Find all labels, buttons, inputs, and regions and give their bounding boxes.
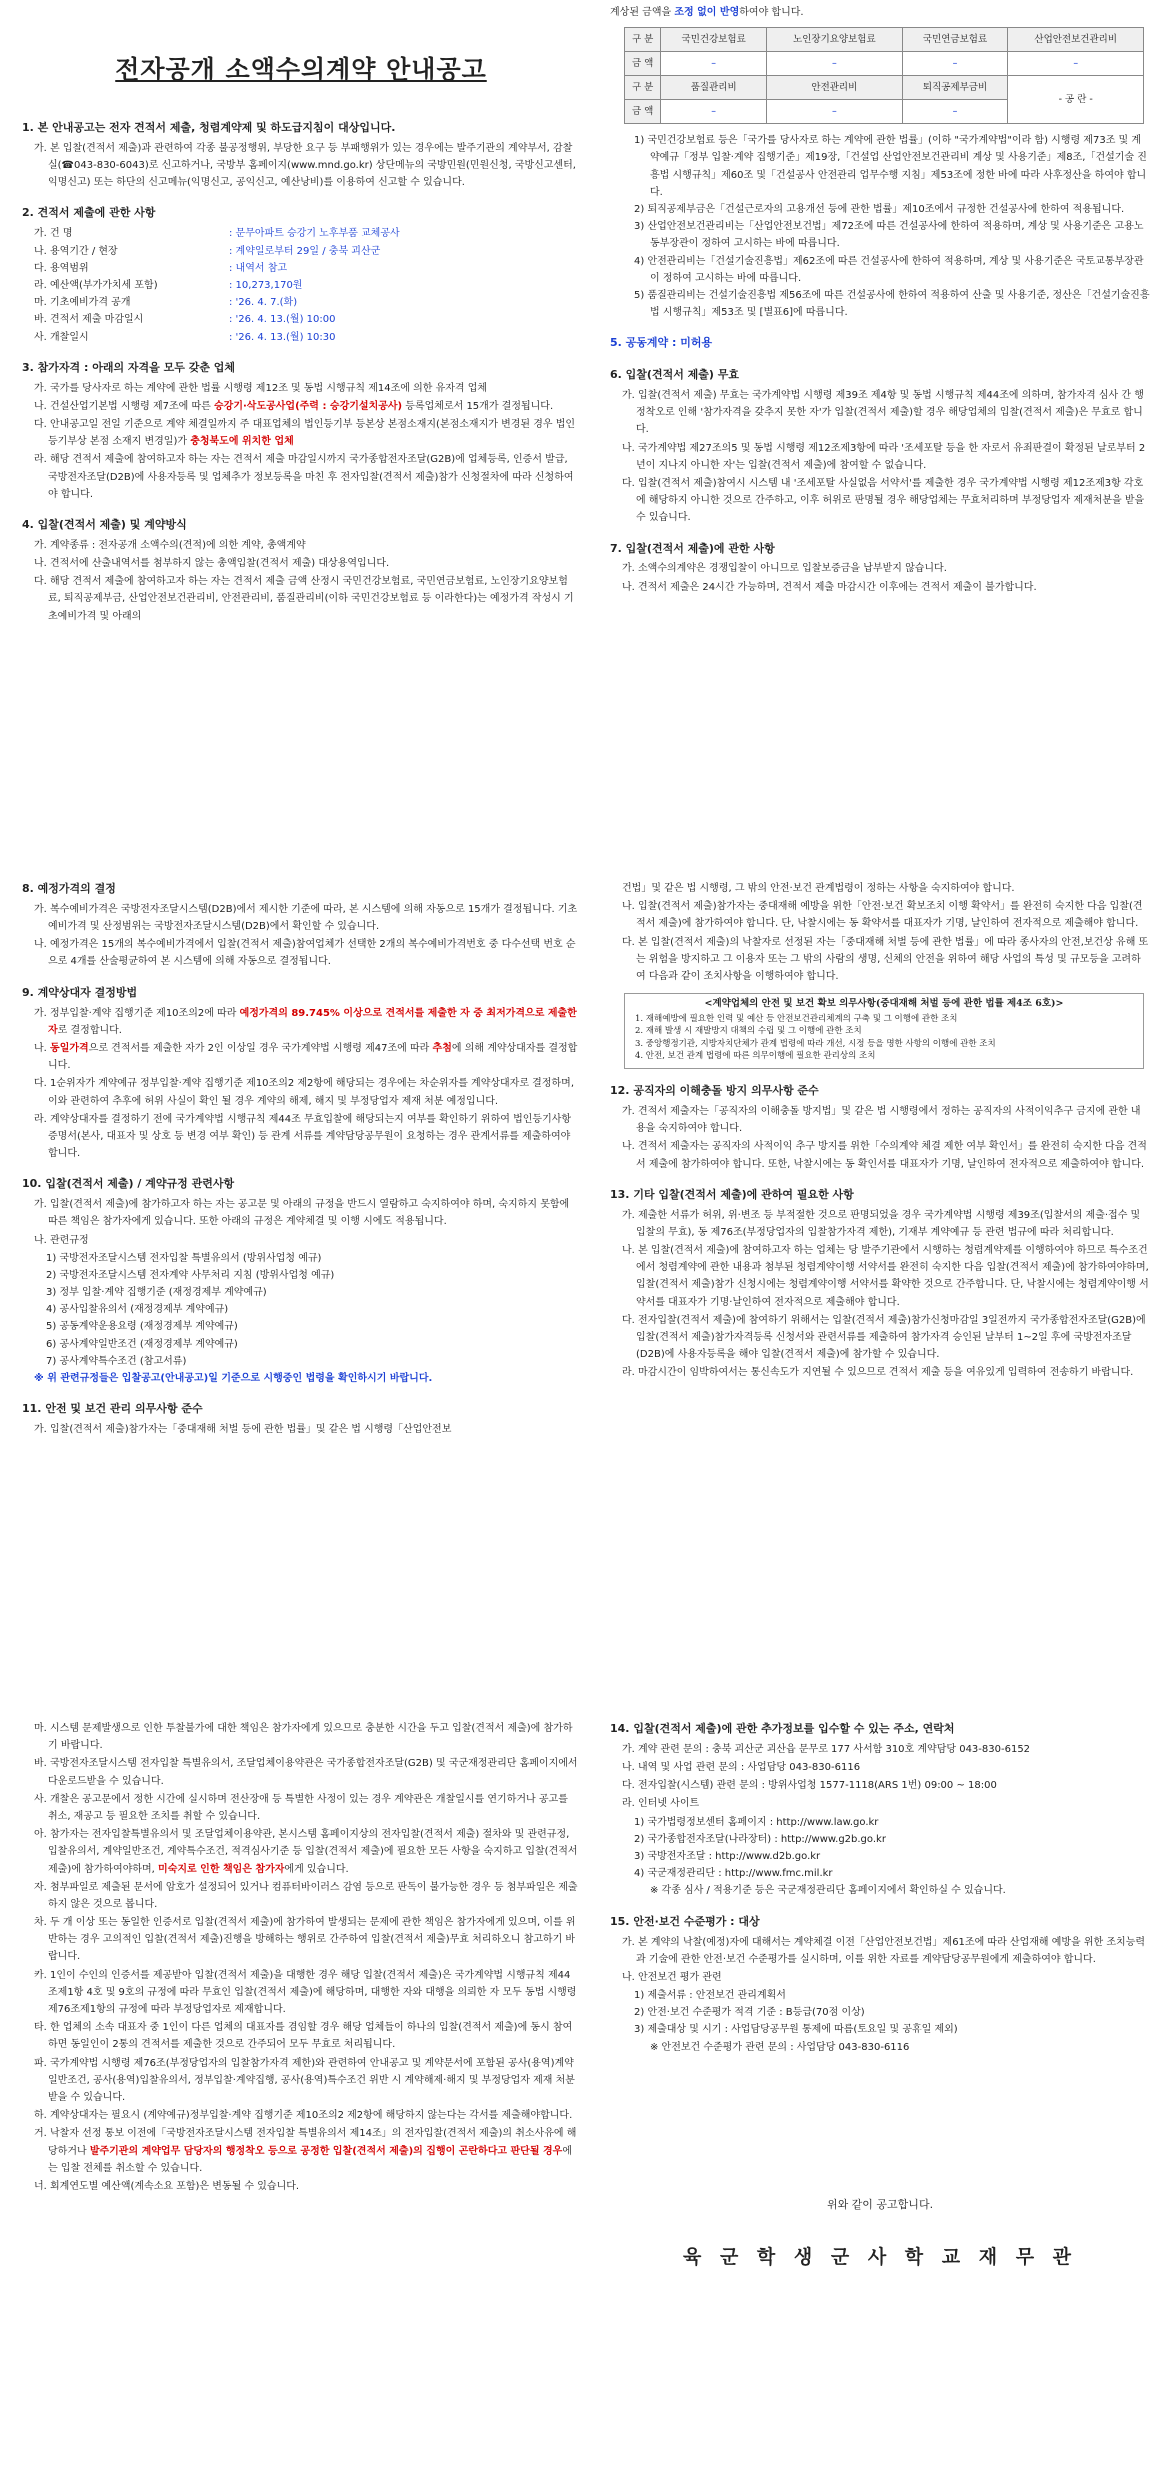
table-header: 국민건강보험료 [661,28,767,52]
text-span: 으로 견적서를 제출한 자가 2인 이상일 경우 국가계약법 시행령 제47조에 따라 [88,1042,433,1054]
section-9-item-na [22,1040,580,1074]
section-13-item-sa: 사. 개찰은 공고문에서 정한 시간에 실시하며 전산장애 등 특별한 사정이 있는 경우 계약관은 개찰일시를 연기하거나 공고를 취소, 재공고 등 필요한 조치를 취할 수 있습니다. [34,1793,568,1822]
section-10-heading: 10. 입찰(견적서 제출) / 계약규정 관련사항 [22,1177,235,1191]
detail-key: 라. 예산액(부가가치세 포함) [34,279,158,291]
fees-table [624,27,1144,124]
highlight-text: 미숙지로 인한 책임은 참가자 [158,1863,285,1875]
detail-row [22,225,580,242]
section-11-item-na: 나. 입찰(견적서 제출)참가자는 중대재해 예방을 위한「안전·보건 확보조치 이행 확약서」를 완전히 숙지한 다음 입찰(견적서 제출)에 참가하여야 합니다. 단, 낙찰시에는 동 확약서를 대표자가 기명, 날인하여 전자적으로 제출해야 합니다. [622,901,1143,930]
detail-row [22,243,580,260]
section-8-item-na: 나. 예정가격은 15개의 복수예비가격에서 입찰(견적서 제출)참여업체가 선택한 2개의 복수예비가격번호 중 다수선택 번호 순으로 4개를 산술평균하여 본 시스템에 의해 자동으로 결정됩니다. [34,939,576,968]
table-header: 금 액 [625,100,661,124]
safety-eval-item: 2) 안전·보건 수준평가 적격 기준 : B등급(70점 이상) [634,2007,865,2019]
fees-note: 4) 안전관리비는「건설기술진흥법」제62조에 따른 건설공사에 한하여 적용하며, 계상 및 사용기준은 국토교통부장관이 정하여 고시하는 바에 따릅니다. [634,255,1144,284]
text-span: 나. 건설산업기본법 시행령 제7조에 따른 [34,400,214,412]
page-3 [0,1700,1168,2478]
table-header: 구 분 [625,76,661,100]
safety-eval-item: 1) 제출서류 : 안전보건 관리계획서 [634,1990,786,2002]
text-span: 하여야 합니다. [739,7,804,18]
section-13-item-ma: 마. 시스템 문제발생으로 인한 투찰불가에 대한 책임은 참가자에게 있으므로 충분한 시간을 두고 입찰(견적서 제출)에 참가하기 바랍니다. [34,1723,573,1752]
section-13-item-ka: 카. 1인이 수인의 인증서를 제공받아 입찰(견적서 제출)을 대행한 경우 해당 입찰(견적서 제출)은 국가계약법 시행규칙 제44조제1항 4호 및 9호의 규정에 따라 무효인 입찰(견적서 제출)에 해당하며, 대행한 자와 대행을 의뢰한 자 모두 동법 시행령 제76조제1항의 규정에 따라 부정당업자로 제재합니다. [34,1969,577,2015]
table-header: 구 분 [625,28,661,52]
detail-key: 사. 개찰일시 [34,331,89,343]
section-14-item-da: 다. 전자입찰(시스템) 관련 문의 : 방위사업청 1577-1118(ARS 1번) 09:00 ~ 18:00 [622,1780,997,1792]
table-header: 품질관리비 [661,76,767,100]
safety-duty-item: 3. 중앙행정기관, 지방자치단체가 관계 법령에 따라 개선, 시정 등을 명한 사항의 이행에 관한 조치 [635,1038,996,1049]
section-10 [22,1175,580,1387]
section-13-item-ta: 타. 한 업체의 소속 대표자 중 1인이 다른 업체의 대표자를 겸임할 경우 해당 업체들이 하나의 입찰(견적서 제출)에 동시 참여하면 동일인이 2통의 견적서를 제출한 것으로 간주되어 모두 무효로 처리됩니다. [34,2022,573,2051]
text-span: 아. 참가자는 전자입찰특별유의서 및 조달업체이용약관, 본시스템 홈페이지상의 전자입찰(견적서 제출) 절차와 및 관련규정, 입찰유의서, 계약일반조건, 계약특수조건, 적격심사기준 등 입찰(견적서 제출)에 필요한 모든 사항을 숙지하고 입찰(견적서 제출)에 참가하여야하며, [34,1829,578,1875]
section-13-continued [22,1720,580,2195]
section-13-item-na: 나. 본 입찰(견적서 제출)에 참여하고자 하는 업체는 당 발주기관에서 시행하는 청렴계약제를 이행하여야 하므로 특수조건에서 청렴계약에 관한 내용과 첨부된 청렴계약이행 서약서를 완전히 숙지한 다음 입찰(견적서 제출)에 참가하여야하며, 입찰(견적서 제출)참가 신청시에는 청렴계약이행 서약서를 확약한 것으로 간주합니다. 단, 낙찰시에는 청렴계약이행 서약서를 대표자가 기명·날인하여 전자적으로 제출해야 합니다. [622,1245,1149,1308]
section-10-item-na: 나. 관련규정 [34,1234,89,1246]
regulation-item: 6) 공사계약일반조건 (재정경제부 계약예규) [46,1338,238,1350]
section-4 [22,516,580,625]
section-14-item-ga: 가. 계약 관련 문의 : 충북 괴산군 괴산읍 문무로 177 사서함 310호 계약담당 043-830-6152 [622,1743,1031,1755]
section-9-heading: 9. 계약상대자 결정방법 [22,985,138,999]
section-11-item-da: 다. 본 입찰(견적서 제출)의 낙찰자로 선정된 자는「중대재해 처벌 등에 관한 법률」에 따라 종사자의 안전,보건상 유해 또는 위험을 방지하고 그 이용자 또는 그 밖의 사람의 생명, 신체의 안전을 위하여 해당 사업의 특성 및 규모등을 고려하여 다음과 같이 조치사항을 이행하여야 합니다. [622,936,1149,982]
section-6-item-na: 나. 국가계약법 제27조의5 및 동법 시행령 제12조제3항에 따라 '조세포탈 등을 한 자로서 유죄판결이 확정된 날로부터 2년이 지나지 아니한 자'는 입찰(견적서 제출)에 참여할 수 없습니다. [622,442,1146,471]
fees-note: 1) 국민건강보험료 등은「국가를 당사자로 하는 계약에 관한 법률」(이하 "국가계약법"이라 함) 시행령 제73조 및 계약예규「정부 입찰·계약 집행기준」제19장,「건설업 산업안전보건관리비 계상 및 사용기준」제8조,「건설기술 진흥법 시행규칙」제60조 및「건설공사 안전관리 업무수행 지침」제53조에 정한 바에 따라 사후정산을 하여야 합니다. [634,135,1147,198]
table-header: 금 액 [625,52,661,76]
text-span: 계상된 금액을 [610,7,675,18]
table-cell-blank: - 공 란 - [1008,76,1144,124]
site-link[interactable]: 2) 국가종합전자조달(나라장터) : http://www.g2b.go.kr [634,1833,886,1845]
section-13-item-da: 다. 전자입찰(견적서 제출)에 참여하기 위해서는 입찰(견적서 제출)참가신청마감일 3일전까지 국가종합전자조달(G2B)에 입찰(견적서 제출)참가자격등록 신청서와 관련서류를 제출하여 참가자격 승인된 날부터 1~2일 후에 국방전자조달(D2B)에 사용자등록을 해야 입찰(견적서 제출)에 참가할 수 있습니다. [622,1314,1146,1361]
section-1 [22,119,580,191]
regulation-item: 5) 공동계약운용요령 (재정경제부 계약예규) [46,1321,238,1333]
table-cell: – [661,52,767,76]
page-1-right-column [610,4,1150,609]
section-9-item-ga [22,1005,580,1039]
section-3-item-ga: 가. 국가를 당사자로 하는 계약에 관한 법률 시행령 제12조 및 동법 시행규칙 제14조에 의한 유자격 업체 [34,382,488,394]
detail-value: : '26. 4. 13.(월) 10:30 [229,331,336,343]
section-7-item-na: 나. 견적서 제출은 24시간 가능하며, 견적서 제출 마감시간 이후에는 견적서 제출이 불가합니다. [622,581,1037,593]
highlight-text: 동일가격 [50,1042,89,1054]
text-span: 다. 안내공고일 전일 기준으로 계약 체결일까지 주 대표업체의 법인등기부 등본상 본점소재지(본점소재지가 변경된 경우 법인등기부상 본점 소재지 변경일)가 [34,418,576,448]
table-cell: – [902,52,1008,76]
text-span: 에게 있습니다. [284,1863,349,1875]
page-3-right-column [610,1720,1150,2273]
section-12-heading: 12. 공직자의 이해충돌 방지 의무사항 준수 [610,1084,819,1098]
regulation-item: 2) 국방전자조달시스템 전자계약 사무처리 지침 (방위사업청 예규) [46,1269,335,1281]
section-12-item-ga: 가. 견적서 제출자는「공직자의 이해충돌 방지법」및 같은 법 시행령에서 정하는 공직자의 사적이익추구 금지에 관한 내용을 숙지하여야 합니다. [622,1106,1141,1135]
detail-value: : 내역서 참고 [229,262,288,274]
section-9-item-da: 다. 1순위자가 계약예규 정부입찰·계약 집행기준 제10조의2 제2항에 해당되는 경우에는 차순위자를 계약상대자로 결정하며, 이와 관련하여 추후에 허위 사실이 확인 될 경우 계약의 해제, 해지 및 부정당업자 제재 처분 예정입니다. [34,1078,574,1107]
safety-duties-box [624,993,1144,1069]
section-4-item-ga: 가. 계약종류 : 전자공개 소액수의(견적)에 의한 계약, 총액계약 [34,539,306,551]
site-link[interactable]: 3) 국방전자조달 : http://www.d2b.go.kr [634,1851,821,1863]
detail-key: 가. 건 명 [34,228,73,240]
safety-duty-item: 2. 재해 발생 시 재발방지 대책의 수립 및 그 이행에 관한 조치 [635,1026,862,1037]
section-15-note: ※ 안전보건 수준평가 관련 문의 : 사업담당 043-830-6116 [650,2041,910,2053]
section-11-heading: 11. 안전 및 보건 관리 의무사항 준수 [22,1402,203,1416]
detail-key: 바. 견적서 제출 마감일시 [34,314,144,326]
section-7 [610,540,1150,596]
page-1 [0,0,1168,820]
detail-value: : 문무아파트 승강기 노후부품 교체공사 [229,228,400,240]
signature: 육 군 학 생 군 사 학 교 재 무 관 [682,2245,1078,2268]
section-13-item-aa [22,1826,580,1878]
section-6-heading: 6. 입찰(견적서 제출) 무효 [610,368,740,382]
section-8 [22,880,580,971]
section-10-item-ga: 가. 입찰(견적서 제출)에 참가하고자 하는 자는 공고문 및 아래의 규정을 반드시 열람하고 숙지하여야 하며, 숙지하지 못함에 따른 책임은 참가자에게 있습니다. 또한 아래의 규정은 계약체결 및 이행 시에도 적용됩니다. [34,1199,570,1228]
section-8-heading: 8. 예정가격의 결정 [22,882,116,895]
page-2 [0,860,1168,1660]
section-3-item-na [22,398,580,415]
highlight-text: 승강기·삭도공사업(주력 : 승강기설치공사) [214,400,403,412]
section-14 [610,1720,1150,1900]
section-14-note: ※ 각종 심사 / 적용기준 등은 국군재정관리단 홈페이지에서 확인하실 수 있습니다. [650,1885,1006,1897]
regulation-item: 7) 공사계약특수조건 (참고서류) [46,1355,187,1367]
section-15-item-ga: 가. 본 계약의 낙찰(예정)자에 대해서는 계약체결 이전「산업안전보건법」제61조에 따라 산업재해 예방을 위한 조치능력과 기술에 관한 안전·보건 수준평가를 실시하며, 이를 위한 자료를 계약담당공무원에게 제출하여야 합니다. [622,1936,1146,1965]
section-3-item-da [22,416,580,450]
text-span: 등록업체로서 15개가 결정됩니다. [402,400,554,412]
section-9-item-ra: 라. 계약상대자를 결정하기 전에 국가계약법 시행규칙 제44조 무효입찰에 해당되는지 여부를 확인하기 위하여 법인등기사항증명서(본사, 대표자 및 상호 등 변경 여부 확인) 등 관계 서류를 계약담당공무원이 요청하는 경우 관계서류를 제출하여야 합니다. [34,1113,572,1160]
detail-row [22,294,580,311]
section-4-item-na: 나. 견적서에 산출내역서를 첨부하지 않는 총액입찰(견적서 제출) 대상용역입니다. [34,558,390,569]
section-13-item-ba: 바. 국방전자조달시스템 전자입찰 특별유의서, 조달업체이용약관은 국가종합전자조달(G2B) 및 국군재정관리단 홈페이지에서 다운로드받을 수 있습니다. [34,1758,578,1787]
highlight-text: 추첨 [432,1042,452,1054]
highlight-text: 충청북도에 위치한 업체 [190,436,294,448]
section-4-item-da: 다. 해당 견적서 제출에 참여하고자 하는 자는 견적서 제출 금액 산정시 국민건강보험료, 국민연금보험료, 노인장기요양보험료, 퇴직공제부금, 산업안전보건관리비, 안전관리비, 품질관리비(이하 국민건강보험료 등 이라한다)는 예정가격 작성시 기초예비가격 및 아래의 [34,576,574,622]
table-header: 산업안전보건관리비 [1008,28,1144,52]
section-13-item-ra: 라. 마감시간이 임박하여서는 통신속도가 지연될 수 있으므로 견적서 제출 등을 여유있게 입력하여 전송하기 바랍니다. [622,1367,1134,1379]
page-2-left-column [22,880,580,1451]
section-15-item-na: 나. 안전보건 평가 관련 [622,1971,722,1983]
section-12 [610,1082,1150,1173]
section-7-item-ga: 가. 소액수의계약은 경쟁입찰이 아니므로 입찰보증금을 납부받지 않습니다. [622,563,947,575]
table-cell: – [1008,52,1144,76]
section-3 [22,359,580,503]
safety-duty-item: 1. 재해예방에 필요한 인력 및 예산 등 안전보건관리체계의 구축 및 그 이행에 관한 조치 [635,1013,958,1024]
text-span: 가. 정부입찰·계약 집행기준 제10조의2에 따라 [34,1007,240,1019]
detail-value: : 계약일로부터 29일 / 충북 괴산군 [229,245,381,257]
section-14-item-na: 나. 내역 및 사업 관련 문의 : 사업담당 043-830-6116 [622,1762,861,1774]
regulation-item: 4) 공사입찰유의서 (재정경제부 계약예규) [46,1304,229,1316]
safety-eval-item: 3) 제출대상 및 시기 : 사업담당공무원 통제에 따름(토요일 및 공휴일 제외) [634,2024,958,2036]
detail-value: : '26. 4. 13.(월) 10:00 [229,314,336,326]
page-2-right-column [610,880,1150,1395]
detail-row [22,329,580,346]
highlight-text: 발주기관의 계약업무 담당자의 행정착오 등으로 공정한 입찰(견적서 제출)의 집행이 곤란하다고 판단될 경우 [89,2145,563,2157]
detail-row [22,260,580,277]
section-6-item-ga: 가. 입찰(견적서 제출) 무효는 국가계약법 시행령 제39조 제4항 및 동법 시행규칙 제44조에 의하며, 참가자격 심사 간 행정착오로 인해 '참가자격을 갖추지 못한 자'가 입찰(견적서 제출)할 경우 해당업체의 입찰(견적서 제출)은 무효로 합니다. [622,390,1144,436]
section-14-heading: 14. 입찰(견적서 제출)에 관한 추가정보를 입수할 수 있는 주소, 연락처 [610,1722,955,1735]
section-11 [22,1400,580,1438]
section-13-item-neo: 너. 회계연도별 예산액(계속소요 포함)은 변동될 수 있습니다. [34,2180,300,2192]
section-7-heading: 7. 입찰(견적서 제출)에 관한 사항 [610,541,775,555]
table-cell: – [767,100,903,124]
safety-duties-title: <계약업체의 안전 및 보건 확보 의무사항(중대재해 처벌 등에 관한 법률 제4조 6호)> [704,998,1064,1010]
detail-value: : 10,273,170원 [229,279,303,291]
section-13-item-ha: 하. 계약상대자는 필요시 (계약예규)정부입찰·계약 집행기준 제10조의2 제2항에 해당하지 않는다는 각서를 제출해야합니다. [34,2110,573,2122]
section-3-heading: 3. 참가자격 : 아래의 자격을 모두 갖춘 업체 [22,360,236,374]
closing-text: 위와 같이 공고합니다. [826,2197,934,2211]
highlight-text: 예정가격의 89.745% 이상으로 견적서를 제출한 자 중 최저가격으로 제출한 자 [48,1007,577,1036]
regulation-item: 3) 정부 입찰·계약 집행기준 (재정경제부 계약예규) [46,1287,267,1299]
page-3-left-column [22,1720,580,2208]
section-13-item-ja: 자. 첨부파일로 제출된 문서에 암호가 설정되어 있거나 컴퓨터바이러스 감염 등으로 판독이 불가능한 경우 등 첨부파일은 제출하지 않은 것으로 봅니다. [34,1881,578,1910]
text-span: 나. [34,1042,51,1054]
table-header: 노인장기요양보험료 [767,28,903,52]
table-cell: – [767,52,903,76]
section-15-heading: 15. 안전·보건 수준평가 : 대상 [610,1914,760,1928]
regulation-note: ※ 위 관련규정들은 입찰공고(안내공고)일 기준으로 시행중인 법령을 확인하시기 바랍니다. [34,1373,433,1385]
section-13-item-geo [22,2125,580,2177]
text-span: 에 의해 계약상대자를 결정합니다. [48,1042,578,1072]
table-header: 안전관리비 [767,76,903,100]
section-9 [22,984,580,1163]
section-15 [610,1913,1150,2056]
safety-duty-item: 4. 안전, 보건 관계 법령에 따른 의무이행에 필요한 관리상의 조치 [635,1050,876,1061]
section-6-item-da: 다. 입찰(견적서 제출)참여시 시스템 내 '조세포탈 사실없음 서약서'를 제출한 경우 국가계약법 시행령 제12조제3항 각호에 해당하지 아니한 것으로 간주하고, 이후 허위로 판명될 경우 해당업체는 무효처리하며 부정당업자 제재처분을 받을 수 있습니다. [622,478,1145,524]
fees-note: 2) 퇴직공제부금은「건설근로자의 고용개선 등에 관한 법률」제10조에서 규정한 건설공사에 한하여 적용됩니다. [634,203,1125,215]
section-11-item-ga: 가. 입찰(견적서 제출)참가자는「중대재해 처벌 등에 관한 법률」및 같은 법 시행령「산업안전보 [34,1424,452,1436]
section-8-item-ga: 가. 복수예비가격은 국방전자조달시스템(D2B)에서 제시한 기준에 따라, 본 시스템에 의해 자동으로 15개가 결정됩니다. 기초예비가격 및 산정범위는 국방전자조달시스템(D2B)에서 확인할 수 있습니다. [34,903,578,933]
section-13-heading: 13. 기타 입찰(견적서 제출)에 관하여 필요한 사항 [610,1187,854,1201]
section-13-item-pa: 파. 국가계약법 시행령 제76조(부정당업자의 입찰참가자격 제한)와 관련하여 안내공고 및 계약문서에 포함된 공사(용역)계약일반조건, 공사(용역)입찰유의서, 정부입찰·계약집행, 공사(용역)특수조건 위반 시 계약해제·해지 및 부정당업자 제재 처분 받을 수 있습니다. [34,2057,575,2103]
section-13 [610,1186,1150,1382]
detail-key: 마. 기초예비가격 공개 [34,297,131,309]
section-5-heading: 5. 공동계약 : 미허용 [610,336,713,350]
fees-intro [610,4,1150,21]
table-header: 국민연금보험료 [902,28,1008,52]
table-row [625,28,1144,52]
detail-row [22,277,580,294]
section-1-heading: 1. 본 안내공고는 전자 견적서 제출, 청렴계약제 및 하도급지침이 대상입니다. [22,121,396,134]
fees-note: 5) 품질관리비는 건설기술진흥법 제56조에 따른 건설공사에 한하여 적용하여 산출 및 사용기준, 정산은「건설기술진흥법 시행규칙」제53조 및 [별표6]에 따릅니다. [634,289,1150,319]
section-2 [22,204,580,345]
section-11-continued [610,880,1150,1069]
detail-row [22,311,580,328]
text-span: 에는 입찰 전체를 취소할 수 있습니다. [48,2145,572,2174]
section-14-item-ra: 라. 인터넷 사이트 [622,1798,700,1810]
section-11-item-ga-cont: 건법」및 같은 법 시행령, 그 밖의 안전·보건 관계법령이 정하는 사항을 숙지하여야 합니다. [622,883,1015,894]
highlight-text: 조정 없이 반영 [674,7,740,18]
site-link[interactable]: 4) 국군재정관리단 : http://www.fmc.mil.kr [634,1868,833,1880]
table-cell: – [902,100,1008,124]
text-span: 로 결정합니다. [57,1024,122,1036]
section-5 [610,334,1150,353]
site-link[interactable]: 1) 국가법령정보센터 홈페이지 : http://www.law.go.kr [634,1816,879,1828]
section-6 [610,366,1150,526]
text-span: 거. 낙찰자 선정 통보 이전에「국방전자조달시스템 전자입찰 특별유의서 제14조」의 전자입찰(견적서 제출)의 취소사유에 해당하거나 [34,2128,577,2157]
section-1-item-ga: 가. 본 입찰(견적서 제출)과 관련하여 각종 불공정행위, 부당한 요구 등 부패행위가 있는 경우에는 발주기관의 계약부서, 감찰실(☎043-830-6043)로 신고하거나, 국방부 홈페이지(www.mnd.go.kr) 상단메뉴의 국방민원(민원신청, 국방신고센터, 익명신고) 또는 하단의 신고메뉴(익명신고, 공익신고, 예산낭비)를 이용하여 신고할 수 있습니다. [34,142,576,189]
section-4-heading: 4. 입찰(견적서 제출) 및 계약방식 [22,517,187,531]
fees-note: 3) 산업안전보건관리비는「산업안전보건법」제72조에 따른 건설공사에 한하여 적용하며, 계상 및 사용기준은 고용노동부장관이 정하여 고시하는 바에 따릅니다. [634,221,1144,250]
table-row [625,76,1144,100]
table-cell: – [661,100,767,124]
detail-value: : '26. 4. 7.(화) [229,297,298,309]
detail-key: 나. 용역기간 / 현장 [34,245,118,257]
regulation-item: 1) 국방전자조달시스템 전자입찰 특별유의서 (방위사업청 예규) [46,1252,322,1264]
section-13-item-ga: 가. 제출한 서류가 허위, 위·변조 등 부적절한 것으로 판명되었을 경우 국가계약법 시행령 제39조(입찰서의 제출·접수 및 입찰의 무효), 동 제76조(부정당업자의 입찰참가자격 제한), 기재부 계약예규 등 관련 법규에 따라 처리합니다. [622,1209,1141,1238]
section-2-heading: 2. 견적서 제출에 관한 사항 [22,206,156,220]
page-title: 전자공개 소액수의계약 안내공고 [115,55,487,84]
section-12-item-na: 나. 견적서 제출자는 공직자의 사적이익 추구 방지를 위한「수의계약 체결 제한 여부 확인서」를 완전히 숙지한 다음 견적서 제출에 참가하여야 합니다. 또한, 낙찰시에는 동 확인서를 대표자가 기명, 날인하여 전자적으로 제출하여야 합니다. [622,1141,1147,1170]
table-row [625,52,1144,76]
table-header: 퇴직공제부금비 [902,76,1008,100]
section-13-item-cha: 차. 두 개 이상 또는 동일한 인증서로 입찰(견적서 제출)에 참가하여 발생되는 문제에 관한 책임은 참가자에게 있으며, 이를 위반하는 경우 고의적인 입찰(견적서 제출)진행을 방해하는 행위로 간주하여 입찰(견적서 제출)무효 처리하오니 참고하기 바랍니다. [34,1917,576,1963]
detail-key: 다. 용역범위 [34,262,89,274]
section-3-item-ra: 라. 해당 견적서 제출에 참여하고자 하는 자는 견적서 제출 마감일시까지 국가종합전자조달(G2B)에 업체등록, 인증서 발급, 국방전자조달(D2B)에 사용자등록 및 업체추가 정보등록을 마친 후 전자입찰(견적서 제출)참가 신청절차에 따라 신청하여야 합니다. [34,454,574,500]
page-1-left-column [22,48,580,638]
fees-notes [610,132,1150,321]
